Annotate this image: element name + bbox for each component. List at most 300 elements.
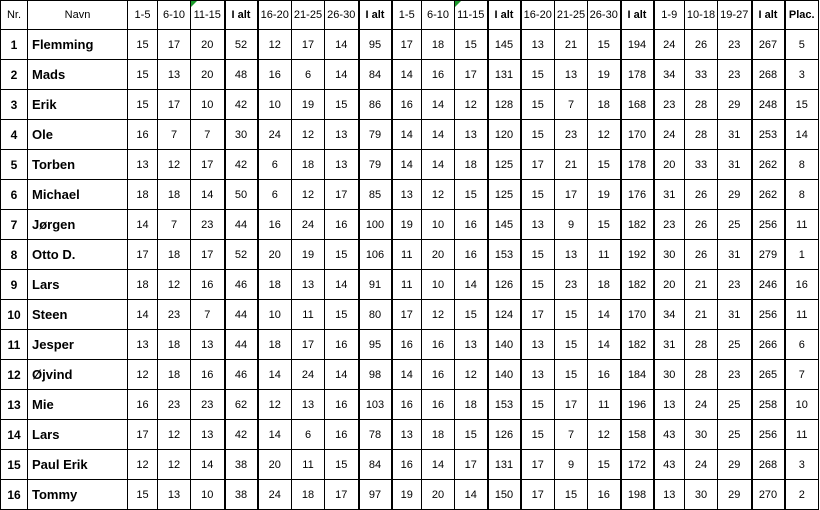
score-cell-c21-25a[interactable]: 18 bbox=[292, 480, 325, 510]
player-name-cell[interactable]: Lars bbox=[28, 420, 128, 450]
score-cell-c1-5b[interactable]: 13 bbox=[392, 180, 422, 210]
score-cell-c21-25a[interactable]: 11 bbox=[292, 300, 325, 330]
score-cell-total5[interactable]: 268 bbox=[752, 450, 785, 480]
score-cell-placement[interactable]: 14 bbox=[785, 120, 819, 150]
row-number-cell[interactable]: 16 bbox=[1, 480, 28, 510]
score-cell-total4[interactable]: 178 bbox=[621, 150, 654, 180]
score-cell-total5[interactable]: 270 bbox=[752, 480, 785, 510]
score-cell-c10-18[interactable]: 26 bbox=[685, 30, 718, 60]
score-cell-c21-25b[interactable]: 13 bbox=[555, 240, 588, 270]
score-cell-c1-9[interactable]: 34 bbox=[654, 300, 685, 330]
score-cell-c6-10b[interactable]: 20 bbox=[422, 480, 455, 510]
score-cell-c16-20a[interactable]: 18 bbox=[258, 270, 292, 300]
score-cell-c21-25b[interactable]: 21 bbox=[555, 30, 588, 60]
score-cell-total3[interactable]: 153 bbox=[488, 240, 521, 270]
score-cell-c19-27[interactable]: 31 bbox=[718, 300, 752, 330]
row-number-cell[interactable]: 1 bbox=[1, 30, 28, 60]
row-number-cell[interactable]: 3 bbox=[1, 90, 28, 120]
score-cell-c16-20a[interactable]: 10 bbox=[258, 90, 292, 120]
score-cell-c1-9[interactable]: 31 bbox=[654, 330, 685, 360]
score-cell-c11-15b[interactable]: 16 bbox=[455, 240, 488, 270]
score-cell-total3[interactable]: 145 bbox=[488, 30, 521, 60]
score-cell-total1[interactable]: 46 bbox=[225, 270, 258, 300]
score-cell-c6-10a[interactable]: 17 bbox=[158, 90, 191, 120]
score-cell-c19-27[interactable]: 25 bbox=[718, 210, 752, 240]
score-cell-c10-18[interactable]: 33 bbox=[685, 150, 718, 180]
score-cell-total1[interactable]: 62 bbox=[225, 390, 258, 420]
score-cell-c11-15a[interactable]: 14 bbox=[191, 180, 225, 210]
score-cell-c19-27[interactable]: 29 bbox=[718, 180, 752, 210]
score-cell-c11-15a[interactable]: 17 bbox=[191, 240, 225, 270]
score-cell-placement[interactable]: 16 bbox=[785, 270, 819, 300]
score-cell-total2[interactable]: 106 bbox=[359, 240, 392, 270]
score-cell-total1[interactable]: 42 bbox=[225, 420, 258, 450]
score-cell-c1-5a[interactable]: 18 bbox=[128, 270, 158, 300]
score-cell-c1-5b[interactable]: 16 bbox=[392, 450, 422, 480]
score-cell-c16-20b[interactable]: 15 bbox=[521, 390, 555, 420]
score-cell-c21-25b[interactable]: 13 bbox=[555, 60, 588, 90]
score-cell-total2[interactable]: 95 bbox=[359, 30, 392, 60]
score-cell-c6-10a[interactable]: 12 bbox=[158, 420, 191, 450]
score-cell-c1-9[interactable]: 24 bbox=[654, 120, 685, 150]
score-cell-c1-9[interactable]: 24 bbox=[654, 30, 685, 60]
score-cell-c11-15b[interactable]: 15 bbox=[455, 180, 488, 210]
header-name[interactable]: Navn bbox=[28, 1, 128, 30]
score-cell-total1[interactable]: 30 bbox=[225, 120, 258, 150]
score-cell-total3[interactable]: 126 bbox=[488, 420, 521, 450]
score-cell-c1-9[interactable]: 23 bbox=[654, 90, 685, 120]
score-cell-c1-5a[interactable]: 14 bbox=[128, 300, 158, 330]
score-cell-c21-25b[interactable]: 23 bbox=[555, 270, 588, 300]
score-cell-c16-20a[interactable]: 6 bbox=[258, 180, 292, 210]
header-total2[interactable]: I alt bbox=[359, 1, 392, 30]
score-cell-c1-5b[interactable]: 17 bbox=[392, 30, 422, 60]
score-cell-placement[interactable]: 2 bbox=[785, 480, 819, 510]
player-name-cell[interactable]: Øjvind bbox=[28, 360, 128, 390]
score-cell-c11-15b[interactable]: 18 bbox=[455, 390, 488, 420]
score-cell-c19-27[interactable]: 23 bbox=[718, 270, 752, 300]
score-cell-c10-18[interactable]: 28 bbox=[685, 120, 718, 150]
score-cell-c16-20b[interactable]: 13 bbox=[521, 30, 555, 60]
score-cell-c16-20b[interactable]: 13 bbox=[521, 360, 555, 390]
score-cell-c21-25a[interactable]: 11 bbox=[292, 450, 325, 480]
score-cell-c10-18[interactable]: 33 bbox=[685, 60, 718, 90]
score-cell-c26-30a[interactable]: 14 bbox=[325, 270, 359, 300]
score-cell-total5[interactable]: 256 bbox=[752, 300, 785, 330]
score-cell-c11-15a[interactable]: 17 bbox=[191, 150, 225, 180]
header-nr[interactable]: Nr. bbox=[1, 1, 28, 30]
score-cell-c16-20a[interactable]: 14 bbox=[258, 360, 292, 390]
score-cell-total1[interactable]: 44 bbox=[225, 300, 258, 330]
score-cell-c21-25b[interactable]: 17 bbox=[555, 180, 588, 210]
player-name-cell[interactable]: Flemming bbox=[28, 30, 128, 60]
score-cell-total5[interactable]: 256 bbox=[752, 210, 785, 240]
score-cell-total3[interactable]: 126 bbox=[488, 270, 521, 300]
score-cell-c19-27[interactable]: 31 bbox=[718, 120, 752, 150]
score-cell-placement[interactable]: 6 bbox=[785, 330, 819, 360]
score-cell-c26-30b[interactable]: 18 bbox=[588, 90, 621, 120]
score-cell-c1-5b[interactable]: 14 bbox=[392, 120, 422, 150]
score-cell-total4[interactable]: 170 bbox=[621, 300, 654, 330]
score-cell-total5[interactable]: 267 bbox=[752, 30, 785, 60]
score-cell-total5[interactable]: 248 bbox=[752, 90, 785, 120]
score-cell-total5[interactable]: 262 bbox=[752, 180, 785, 210]
header-c26-30b[interactable]: 26-30 bbox=[588, 1, 621, 30]
header-total4[interactable]: I alt bbox=[621, 1, 654, 30]
score-cell-c26-30b[interactable]: 19 bbox=[588, 180, 621, 210]
score-cell-c1-5b[interactable]: 17 bbox=[392, 300, 422, 330]
score-cell-c6-10a[interactable]: 18 bbox=[158, 180, 191, 210]
score-cell-c11-15b[interactable]: 15 bbox=[455, 420, 488, 450]
score-cell-c26-30a[interactable]: 13 bbox=[325, 150, 359, 180]
header-c11-15a[interactable] bbox=[191, 1, 225, 30]
score-cell-c10-18[interactable]: 21 bbox=[685, 270, 718, 300]
score-cell-c1-5b[interactable]: 19 bbox=[392, 210, 422, 240]
score-cell-c1-5b[interactable]: 11 bbox=[392, 240, 422, 270]
score-cell-c21-25b[interactable]: 21 bbox=[555, 150, 588, 180]
header-c26-30a[interactable]: 26-30 bbox=[325, 1, 359, 30]
score-cell-total1[interactable]: 42 bbox=[225, 150, 258, 180]
score-cell-c11-15a[interactable]: 7 bbox=[191, 300, 225, 330]
score-cell-c11-15b[interactable]: 16 bbox=[455, 210, 488, 240]
score-cell-c11-15b[interactable]: 12 bbox=[455, 360, 488, 390]
score-cell-placement[interactable]: 11 bbox=[785, 300, 819, 330]
score-cell-total4[interactable]: 176 bbox=[621, 180, 654, 210]
score-cell-c11-15b[interactable]: 17 bbox=[455, 60, 488, 90]
score-cell-c6-10b[interactable]: 10 bbox=[422, 270, 455, 300]
score-cell-total2[interactable]: 78 bbox=[359, 420, 392, 450]
score-cell-c26-30a[interactable]: 15 bbox=[325, 450, 359, 480]
score-cell-total2[interactable]: 79 bbox=[359, 150, 392, 180]
score-cell-c21-25a[interactable]: 13 bbox=[292, 270, 325, 300]
score-cell-c11-15a[interactable]: 13 bbox=[191, 420, 225, 450]
score-cell-c10-18[interactable]: 26 bbox=[685, 180, 718, 210]
score-cell-total3[interactable]: 128 bbox=[488, 90, 521, 120]
score-cell-c6-10a[interactable]: 23 bbox=[158, 390, 191, 420]
player-name-cell[interactable]: Torben bbox=[28, 150, 128, 180]
score-cell-c16-20b[interactable]: 13 bbox=[521, 330, 555, 360]
score-cell-c1-5a[interactable]: 15 bbox=[128, 60, 158, 90]
header-total3[interactable]: I alt bbox=[488, 1, 521, 30]
score-cell-c6-10b[interactable]: 14 bbox=[422, 120, 455, 150]
score-cell-c16-20a[interactable]: 16 bbox=[258, 210, 292, 240]
score-cell-c1-9[interactable]: 31 bbox=[654, 180, 685, 210]
score-cell-c26-30b[interactable]: 15 bbox=[588, 450, 621, 480]
score-cell-placement[interactable]: 8 bbox=[785, 150, 819, 180]
score-cell-c1-9[interactable]: 20 bbox=[654, 150, 685, 180]
player-name-cell[interactable]: Mie bbox=[28, 390, 128, 420]
score-cell-c16-20b[interactable]: 15 bbox=[521, 420, 555, 450]
score-cell-c11-15b[interactable]: 14 bbox=[455, 480, 488, 510]
score-cell-c19-27[interactable]: 29 bbox=[718, 90, 752, 120]
score-cell-c6-10b[interactable]: 14 bbox=[422, 150, 455, 180]
score-cell-c11-15a[interactable]: 16 bbox=[191, 270, 225, 300]
score-cell-c26-30b[interactable]: 15 bbox=[588, 150, 621, 180]
score-cell-placement[interactable]: 10 bbox=[785, 390, 819, 420]
score-cell-c11-15b[interactable]: 12 bbox=[455, 90, 488, 120]
score-cell-c19-27[interactable]: 31 bbox=[718, 240, 752, 270]
score-cell-c1-9[interactable]: 43 bbox=[654, 450, 685, 480]
score-cell-c11-15b[interactable]: 13 bbox=[455, 330, 488, 360]
score-cell-c21-25a[interactable]: 17 bbox=[292, 30, 325, 60]
score-cell-c16-20b[interactable]: 15 bbox=[521, 270, 555, 300]
score-cell-c21-25b[interactable]: 15 bbox=[555, 480, 588, 510]
score-cell-c1-5a[interactable]: 15 bbox=[128, 90, 158, 120]
score-cell-c26-30a[interactable]: 16 bbox=[325, 420, 359, 450]
score-cell-total3[interactable]: 153 bbox=[488, 390, 521, 420]
player-name-cell[interactable]: Otto D. bbox=[28, 240, 128, 270]
header-c1-5a[interactable]: 1-5 bbox=[128, 1, 158, 30]
score-cell-c11-15a[interactable]: 23 bbox=[191, 390, 225, 420]
score-cell-c1-9[interactable]: 34 bbox=[654, 60, 685, 90]
score-cell-c1-9[interactable]: 23 bbox=[654, 210, 685, 240]
score-cell-c1-5b[interactable]: 14 bbox=[392, 360, 422, 390]
score-cell-total1[interactable]: 52 bbox=[225, 240, 258, 270]
row-number-cell[interactable]: 8 bbox=[1, 240, 28, 270]
score-cell-c16-20a[interactable]: 18 bbox=[258, 330, 292, 360]
score-cell-c10-18[interactable]: 24 bbox=[685, 450, 718, 480]
score-cell-c6-10a[interactable]: 18 bbox=[158, 330, 191, 360]
score-cell-c1-9[interactable]: 43 bbox=[654, 420, 685, 450]
score-cell-total4[interactable]: 196 bbox=[621, 390, 654, 420]
score-cell-c26-30a[interactable]: 15 bbox=[325, 300, 359, 330]
header-total5[interactable]: I alt bbox=[752, 1, 785, 30]
row-number-cell[interactable]: 7 bbox=[1, 210, 28, 240]
score-cell-total3[interactable]: 140 bbox=[488, 330, 521, 360]
header-c6-10a[interactable]: 6-10 bbox=[158, 1, 191, 30]
player-name-cell[interactable]: Steen bbox=[28, 300, 128, 330]
score-cell-c21-25b[interactable]: 7 bbox=[555, 420, 588, 450]
score-cell-c6-10a[interactable]: 17 bbox=[158, 30, 191, 60]
score-cell-total3[interactable]: 131 bbox=[488, 60, 521, 90]
player-name-cell[interactable]: Paul Erik bbox=[28, 450, 128, 480]
score-cell-c11-15b[interactable]: 14 bbox=[455, 270, 488, 300]
score-cell-total5[interactable]: 262 bbox=[752, 150, 785, 180]
score-cell-c21-25b[interactable]: 9 bbox=[555, 210, 588, 240]
score-cell-c10-18[interactable]: 30 bbox=[685, 480, 718, 510]
score-cell-c1-5b[interactable]: 19 bbox=[392, 480, 422, 510]
score-cell-c6-10b[interactable]: 12 bbox=[422, 180, 455, 210]
score-cell-c11-15a[interactable]: 20 bbox=[191, 30, 225, 60]
score-cell-placement[interactable]: 7 bbox=[785, 360, 819, 390]
score-cell-c16-20b[interactable]: 15 bbox=[521, 90, 555, 120]
score-cell-c1-5a[interactable]: 13 bbox=[128, 330, 158, 360]
score-cell-c11-15b[interactable]: 17 bbox=[455, 450, 488, 480]
score-cell-c26-30a[interactable]: 14 bbox=[325, 60, 359, 90]
score-cell-c16-20a[interactable]: 14 bbox=[258, 420, 292, 450]
score-cell-c1-9[interactable]: 30 bbox=[654, 360, 685, 390]
score-cell-total4[interactable]: 168 bbox=[621, 90, 654, 120]
score-cell-placement[interactable]: 3 bbox=[785, 60, 819, 90]
score-cell-total3[interactable]: 120 bbox=[488, 120, 521, 150]
score-cell-total3[interactable]: 140 bbox=[488, 360, 521, 390]
score-cell-c26-30b[interactable]: 15 bbox=[588, 210, 621, 240]
score-cell-c1-5a[interactable]: 17 bbox=[128, 420, 158, 450]
score-cell-placement[interactable]: 5 bbox=[785, 30, 819, 60]
header-c19-27[interactable]: 19-27 bbox=[718, 1, 752, 30]
score-cell-total5[interactable]: 279 bbox=[752, 240, 785, 270]
score-cell-c1-9[interactable]: 30 bbox=[654, 240, 685, 270]
row-number-cell[interactable]: 2 bbox=[1, 60, 28, 90]
player-name-cell[interactable]: Mads bbox=[28, 60, 128, 90]
header-c21-25b[interactable]: 21-25 bbox=[555, 1, 588, 30]
score-cell-c26-30a[interactable]: 14 bbox=[325, 30, 359, 60]
score-cell-total5[interactable]: 268 bbox=[752, 60, 785, 90]
score-cell-total4[interactable]: 182 bbox=[621, 330, 654, 360]
score-cell-c16-20b[interactable]: 15 bbox=[521, 240, 555, 270]
score-cell-c26-30b[interactable]: 14 bbox=[588, 330, 621, 360]
score-cell-c21-25b[interactable]: 15 bbox=[555, 360, 588, 390]
score-cell-c26-30a[interactable]: 15 bbox=[325, 240, 359, 270]
score-cell-total2[interactable]: 98 bbox=[359, 360, 392, 390]
score-cell-c16-20b[interactable]: 15 bbox=[521, 120, 555, 150]
score-cell-c6-10a[interactable]: 18 bbox=[158, 240, 191, 270]
player-name-cell[interactable]: Ole bbox=[28, 120, 128, 150]
score-cell-total5[interactable]: 253 bbox=[752, 120, 785, 150]
score-cell-c1-9[interactable]: 20 bbox=[654, 270, 685, 300]
score-cell-c21-25a[interactable]: 13 bbox=[292, 390, 325, 420]
score-cell-c21-25a[interactable]: 12 bbox=[292, 180, 325, 210]
score-cell-c21-25b[interactable]: 7 bbox=[555, 90, 588, 120]
score-cell-c10-18[interactable]: 26 bbox=[685, 240, 718, 270]
score-cell-c26-30a[interactable]: 16 bbox=[325, 330, 359, 360]
score-cell-c1-5a[interactable]: 18 bbox=[128, 180, 158, 210]
score-cell-c26-30b[interactable]: 11 bbox=[588, 240, 621, 270]
score-cell-total4[interactable]: 178 bbox=[621, 60, 654, 90]
header-c6-10b[interactable]: 6-10 bbox=[422, 1, 455, 30]
score-cell-c1-5a[interactable]: 14 bbox=[128, 210, 158, 240]
score-cell-c26-30b[interactable]: 15 bbox=[588, 30, 621, 60]
score-cell-c19-27[interactable]: 31 bbox=[718, 150, 752, 180]
row-number-cell[interactable]: 9 bbox=[1, 270, 28, 300]
score-cell-total1[interactable]: 52 bbox=[225, 30, 258, 60]
score-cell-c26-30b[interactable]: 16 bbox=[588, 360, 621, 390]
score-cell-total2[interactable]: 103 bbox=[359, 390, 392, 420]
score-cell-c16-20b[interactable]: 17 bbox=[521, 150, 555, 180]
header-c16-20b[interactable]: 16-20 bbox=[521, 1, 555, 30]
score-cell-c10-18[interactable]: 28 bbox=[685, 360, 718, 390]
score-cell-c6-10a[interactable]: 7 bbox=[158, 120, 191, 150]
score-cell-c11-15b[interactable]: 15 bbox=[455, 300, 488, 330]
score-cell-total4[interactable]: 158 bbox=[621, 420, 654, 450]
score-cell-c6-10b[interactable]: 20 bbox=[422, 240, 455, 270]
score-cell-total1[interactable]: 38 bbox=[225, 480, 258, 510]
score-cell-c1-5a[interactable]: 15 bbox=[128, 30, 158, 60]
score-cell-c6-10b[interactable]: 14 bbox=[422, 450, 455, 480]
player-name-cell[interactable]: Erik bbox=[28, 90, 128, 120]
score-cell-total3[interactable]: 150 bbox=[488, 480, 521, 510]
score-cell-c6-10a[interactable]: 12 bbox=[158, 270, 191, 300]
score-cell-total2[interactable]: 97 bbox=[359, 480, 392, 510]
score-cell-c11-15a[interactable]: 20 bbox=[191, 60, 225, 90]
score-cell-c6-10b[interactable]: 16 bbox=[422, 360, 455, 390]
row-number-cell[interactable]: 12 bbox=[1, 360, 28, 390]
score-cell-total2[interactable]: 84 bbox=[359, 60, 392, 90]
score-cell-total1[interactable]: 42 bbox=[225, 90, 258, 120]
score-cell-c19-27[interactable]: 25 bbox=[718, 420, 752, 450]
score-cell-c21-25a[interactable]: 6 bbox=[292, 420, 325, 450]
score-cell-total2[interactable]: 95 bbox=[359, 330, 392, 360]
player-name-cell[interactable]: Michael bbox=[28, 180, 128, 210]
score-cell-total2[interactable]: 80 bbox=[359, 300, 392, 330]
score-cell-c1-5b[interactable]: 14 bbox=[392, 150, 422, 180]
score-cell-c19-27[interactable]: 25 bbox=[718, 390, 752, 420]
score-cell-c1-5b[interactable]: 13 bbox=[392, 420, 422, 450]
score-cell-total4[interactable]: 170 bbox=[621, 120, 654, 150]
score-cell-c19-27[interactable]: 23 bbox=[718, 60, 752, 90]
header-c1-5b[interactable]: 1-5 bbox=[392, 1, 422, 30]
score-cell-total5[interactable]: 256 bbox=[752, 420, 785, 450]
score-cell-c11-15a[interactable]: 7 bbox=[191, 120, 225, 150]
row-number-cell[interactable]: 11 bbox=[1, 330, 28, 360]
score-cell-c11-15b[interactable]: 13 bbox=[455, 120, 488, 150]
score-cell-c21-25a[interactable]: 24 bbox=[292, 360, 325, 390]
score-cell-c11-15b[interactable]: 15 bbox=[455, 30, 488, 60]
score-cell-c21-25a[interactable]: 18 bbox=[292, 150, 325, 180]
score-cell-c21-25b[interactable]: 9 bbox=[555, 450, 588, 480]
header-c1-9[interactable]: 1-9 bbox=[654, 1, 685, 30]
score-cell-c26-30a[interactable]: 16 bbox=[325, 390, 359, 420]
score-cell-c26-30b[interactable]: 14 bbox=[588, 300, 621, 330]
score-cell-c19-27[interactable]: 29 bbox=[718, 480, 752, 510]
score-cell-c6-10b[interactable]: 18 bbox=[422, 30, 455, 60]
score-cell-c21-25a[interactable]: 17 bbox=[292, 330, 325, 360]
row-number-cell[interactable]: 5 bbox=[1, 150, 28, 180]
score-cell-c1-5b[interactable]: 11 bbox=[392, 270, 422, 300]
score-cell-c21-25a[interactable]: 19 bbox=[292, 90, 325, 120]
score-cell-total2[interactable]: 84 bbox=[359, 450, 392, 480]
score-cell-c21-25a[interactable]: 12 bbox=[292, 120, 325, 150]
score-cell-c16-20b[interactable]: 15 bbox=[521, 180, 555, 210]
score-cell-c21-25a[interactable]: 24 bbox=[292, 210, 325, 240]
score-cell-c1-5b[interactable]: 16 bbox=[392, 390, 422, 420]
score-cell-c21-25b[interactable]: 23 bbox=[555, 120, 588, 150]
score-cell-c26-30a[interactable]: 14 bbox=[325, 360, 359, 390]
score-cell-c16-20b[interactable]: 17 bbox=[521, 450, 555, 480]
score-cell-c1-5a[interactable]: 15 bbox=[128, 480, 158, 510]
score-cell-c26-30b[interactable]: 18 bbox=[588, 270, 621, 300]
player-name-cell[interactable]: Jesper bbox=[28, 330, 128, 360]
header-c21-25a[interactable]: 21-25 bbox=[292, 1, 325, 30]
score-cell-total2[interactable]: 79 bbox=[359, 120, 392, 150]
score-cell-c21-25b[interactable]: 15 bbox=[555, 300, 588, 330]
score-cell-c26-30b[interactable]: 12 bbox=[588, 120, 621, 150]
score-cell-placement[interactable]: 15 bbox=[785, 90, 819, 120]
score-cell-c11-15a[interactable]: 14 bbox=[191, 450, 225, 480]
score-cell-c19-27[interactable]: 25 bbox=[718, 330, 752, 360]
score-cell-total1[interactable]: 48 bbox=[225, 60, 258, 90]
score-cell-c26-30a[interactable]: 16 bbox=[325, 210, 359, 240]
score-cell-c6-10b[interactable]: 14 bbox=[422, 90, 455, 120]
row-number-cell[interactable]: 4 bbox=[1, 120, 28, 150]
score-cell-c10-18[interactable]: 28 bbox=[685, 330, 718, 360]
row-number-cell[interactable]: 6 bbox=[1, 180, 28, 210]
score-cell-total5[interactable]: 265 bbox=[752, 360, 785, 390]
score-cell-c1-5a[interactable]: 17 bbox=[128, 240, 158, 270]
score-cell-placement[interactable]: 1 bbox=[785, 240, 819, 270]
score-cell-c10-18[interactable]: 30 bbox=[685, 420, 718, 450]
score-cell-c19-27[interactable]: 23 bbox=[718, 360, 752, 390]
score-cell-total3[interactable]: 145 bbox=[488, 210, 521, 240]
score-cell-c26-30a[interactable]: 13 bbox=[325, 120, 359, 150]
score-cell-total2[interactable]: 91 bbox=[359, 270, 392, 300]
score-cell-c26-30a[interactable]: 17 bbox=[325, 480, 359, 510]
score-cell-total4[interactable]: 182 bbox=[621, 210, 654, 240]
score-cell-c11-15b[interactable]: 18 bbox=[455, 150, 488, 180]
score-cell-c16-20a[interactable]: 12 bbox=[258, 30, 292, 60]
score-cell-c6-10a[interactable]: 23 bbox=[158, 300, 191, 330]
score-cell-c6-10b[interactable]: 10 bbox=[422, 210, 455, 240]
